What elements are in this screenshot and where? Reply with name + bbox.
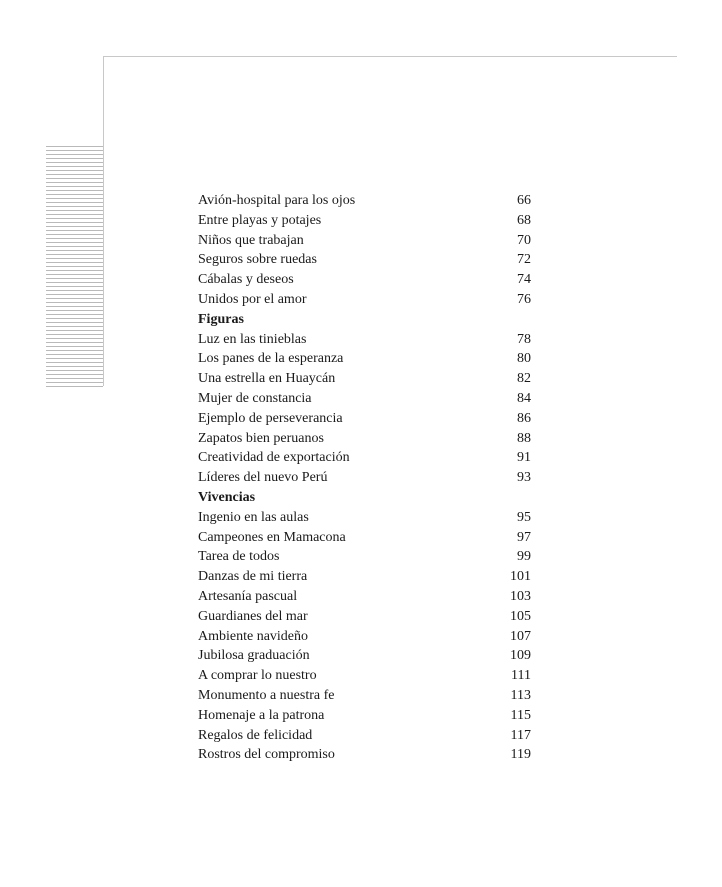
toc-entry-title: Luz en las tinieblas (198, 331, 307, 347)
toc-entry-title: Zapatos bien peruanos (198, 430, 324, 446)
toc-page-number: 97 (517, 529, 531, 545)
toc-entry-title: Monumento a nuestra fe (198, 687, 335, 703)
toc-section-heading (198, 310, 531, 330)
toc-entry-title: Artesanía pascual (198, 588, 298, 604)
toc-entry-title: Unidos por el amor (198, 291, 307, 307)
toc-entry (198, 646, 531, 666)
toc-entry (198, 745, 531, 765)
toc-entry-title: Regalos de felicidad (198, 727, 313, 743)
toc-entry-title: A comprar lo nuestro (198, 668, 317, 684)
toc-entry (198, 250, 531, 270)
toc-entry (198, 607, 531, 627)
toc-entry (198, 231, 531, 251)
toc-page-number: 91 (517, 450, 531, 466)
toc-entry-title: Creatividad de exportación (198, 450, 350, 466)
toc-entry (198, 726, 531, 746)
toc-entry-title: Rostros del compromiso (198, 747, 335, 763)
toc-entry-title: Avión-hospital para los ojos (198, 193, 356, 208)
toc-page-number: 117 (510, 727, 531, 743)
toc-page-number: 95 (517, 509, 531, 525)
toc-entry-title: Entre playas y potajes (198, 212, 322, 228)
toc-entry (198, 389, 531, 409)
toc-section-heading (198, 488, 531, 508)
toc-section-title: Figuras (198, 311, 244, 327)
toc-entry-title: Danzas de mi tierra (198, 569, 308, 585)
toc-entry (198, 706, 531, 726)
toc-entry (198, 409, 531, 429)
toc-entry-title: Una estrella en Huaycán (198, 371, 336, 387)
toc-entry-title: Guardianes del mar (198, 608, 308, 624)
toc-page-number: 93 (517, 470, 531, 486)
toc-entry (198, 369, 531, 389)
toc-entry (198, 547, 531, 567)
toc-page-number: 70 (517, 232, 531, 248)
toc-page-number: 119 (510, 747, 531, 763)
toc-page-number: 88 (517, 430, 531, 446)
toc-page-number: 78 (517, 331, 531, 347)
toc-page-number: 109 (510, 648, 531, 664)
toc-page-number: 111 (511, 668, 531, 684)
toc-entry (198, 567, 531, 587)
toc-entry-title: Tarea de todos (198, 549, 280, 565)
toc-page-number: 86 (517, 410, 531, 426)
page-frame-top-rule (103, 56, 677, 57)
toc-entry-title: Los panes de la esperanza (198, 351, 344, 367)
toc-page-number: 68 (517, 212, 531, 228)
toc-entry (198, 528, 531, 548)
toc-entry (198, 330, 531, 350)
decorative-striped-block (46, 146, 103, 388)
toc-entry (198, 587, 531, 607)
toc-page-number: 74 (517, 272, 531, 288)
toc-entry (198, 211, 531, 231)
toc-entry-title: Ejemplo de perseverancia (198, 410, 343, 426)
toc-entry (198, 686, 531, 706)
toc-entry (198, 349, 531, 369)
toc-entry-title: Seguros sobre ruedas (198, 252, 317, 268)
toc-page-number: 103 (510, 588, 531, 604)
toc-page-number: 113 (510, 687, 531, 703)
toc-entry-title: Mujer de constancia (198, 390, 312, 406)
toc-page-number: 107 (510, 628, 531, 644)
table-of-contents (198, 191, 531, 765)
toc-entry (198, 290, 531, 310)
toc-entry-title: Ambiente navideño (198, 628, 309, 644)
toc-entry-title: Ingenio en las aulas (198, 509, 309, 525)
toc-page-number: 82 (517, 371, 531, 387)
toc-page-number: 115 (510, 707, 531, 723)
toc-entry-title: Homenaje a la patrona (198, 707, 325, 723)
toc-entry-title: Cábalas y deseos (198, 272, 294, 288)
toc-page-number: 99 (517, 549, 531, 565)
toc-entry (198, 191, 531, 211)
toc-entry (198, 270, 531, 290)
toc-entry (198, 666, 531, 686)
toc-page-number: 72 (517, 252, 531, 268)
toc-section-title: Vivencias (198, 489, 256, 505)
toc-entry (198, 429, 531, 449)
toc-page-number: 84 (517, 390, 531, 406)
toc-page-number: 80 (517, 351, 531, 367)
toc-entry (198, 508, 531, 528)
toc-page-number: 76 (517, 291, 531, 307)
toc-entry (198, 468, 531, 488)
toc-page-number: 101 (510, 569, 531, 585)
toc-page-number: 105 (510, 608, 531, 624)
toc-entry-title: Jubilosa graduación (198, 648, 310, 664)
toc-entry (198, 448, 531, 468)
toc-page-number: 66 (517, 193, 531, 208)
page-frame-left-rule (103, 56, 104, 386)
toc-entry-title: Líderes del nuevo Perú (198, 470, 328, 486)
toc-entry-title: Niños que trabajan (198, 232, 304, 248)
toc-entry-title: Campeones en Mamacona (198, 529, 346, 545)
toc-entry (198, 627, 531, 647)
